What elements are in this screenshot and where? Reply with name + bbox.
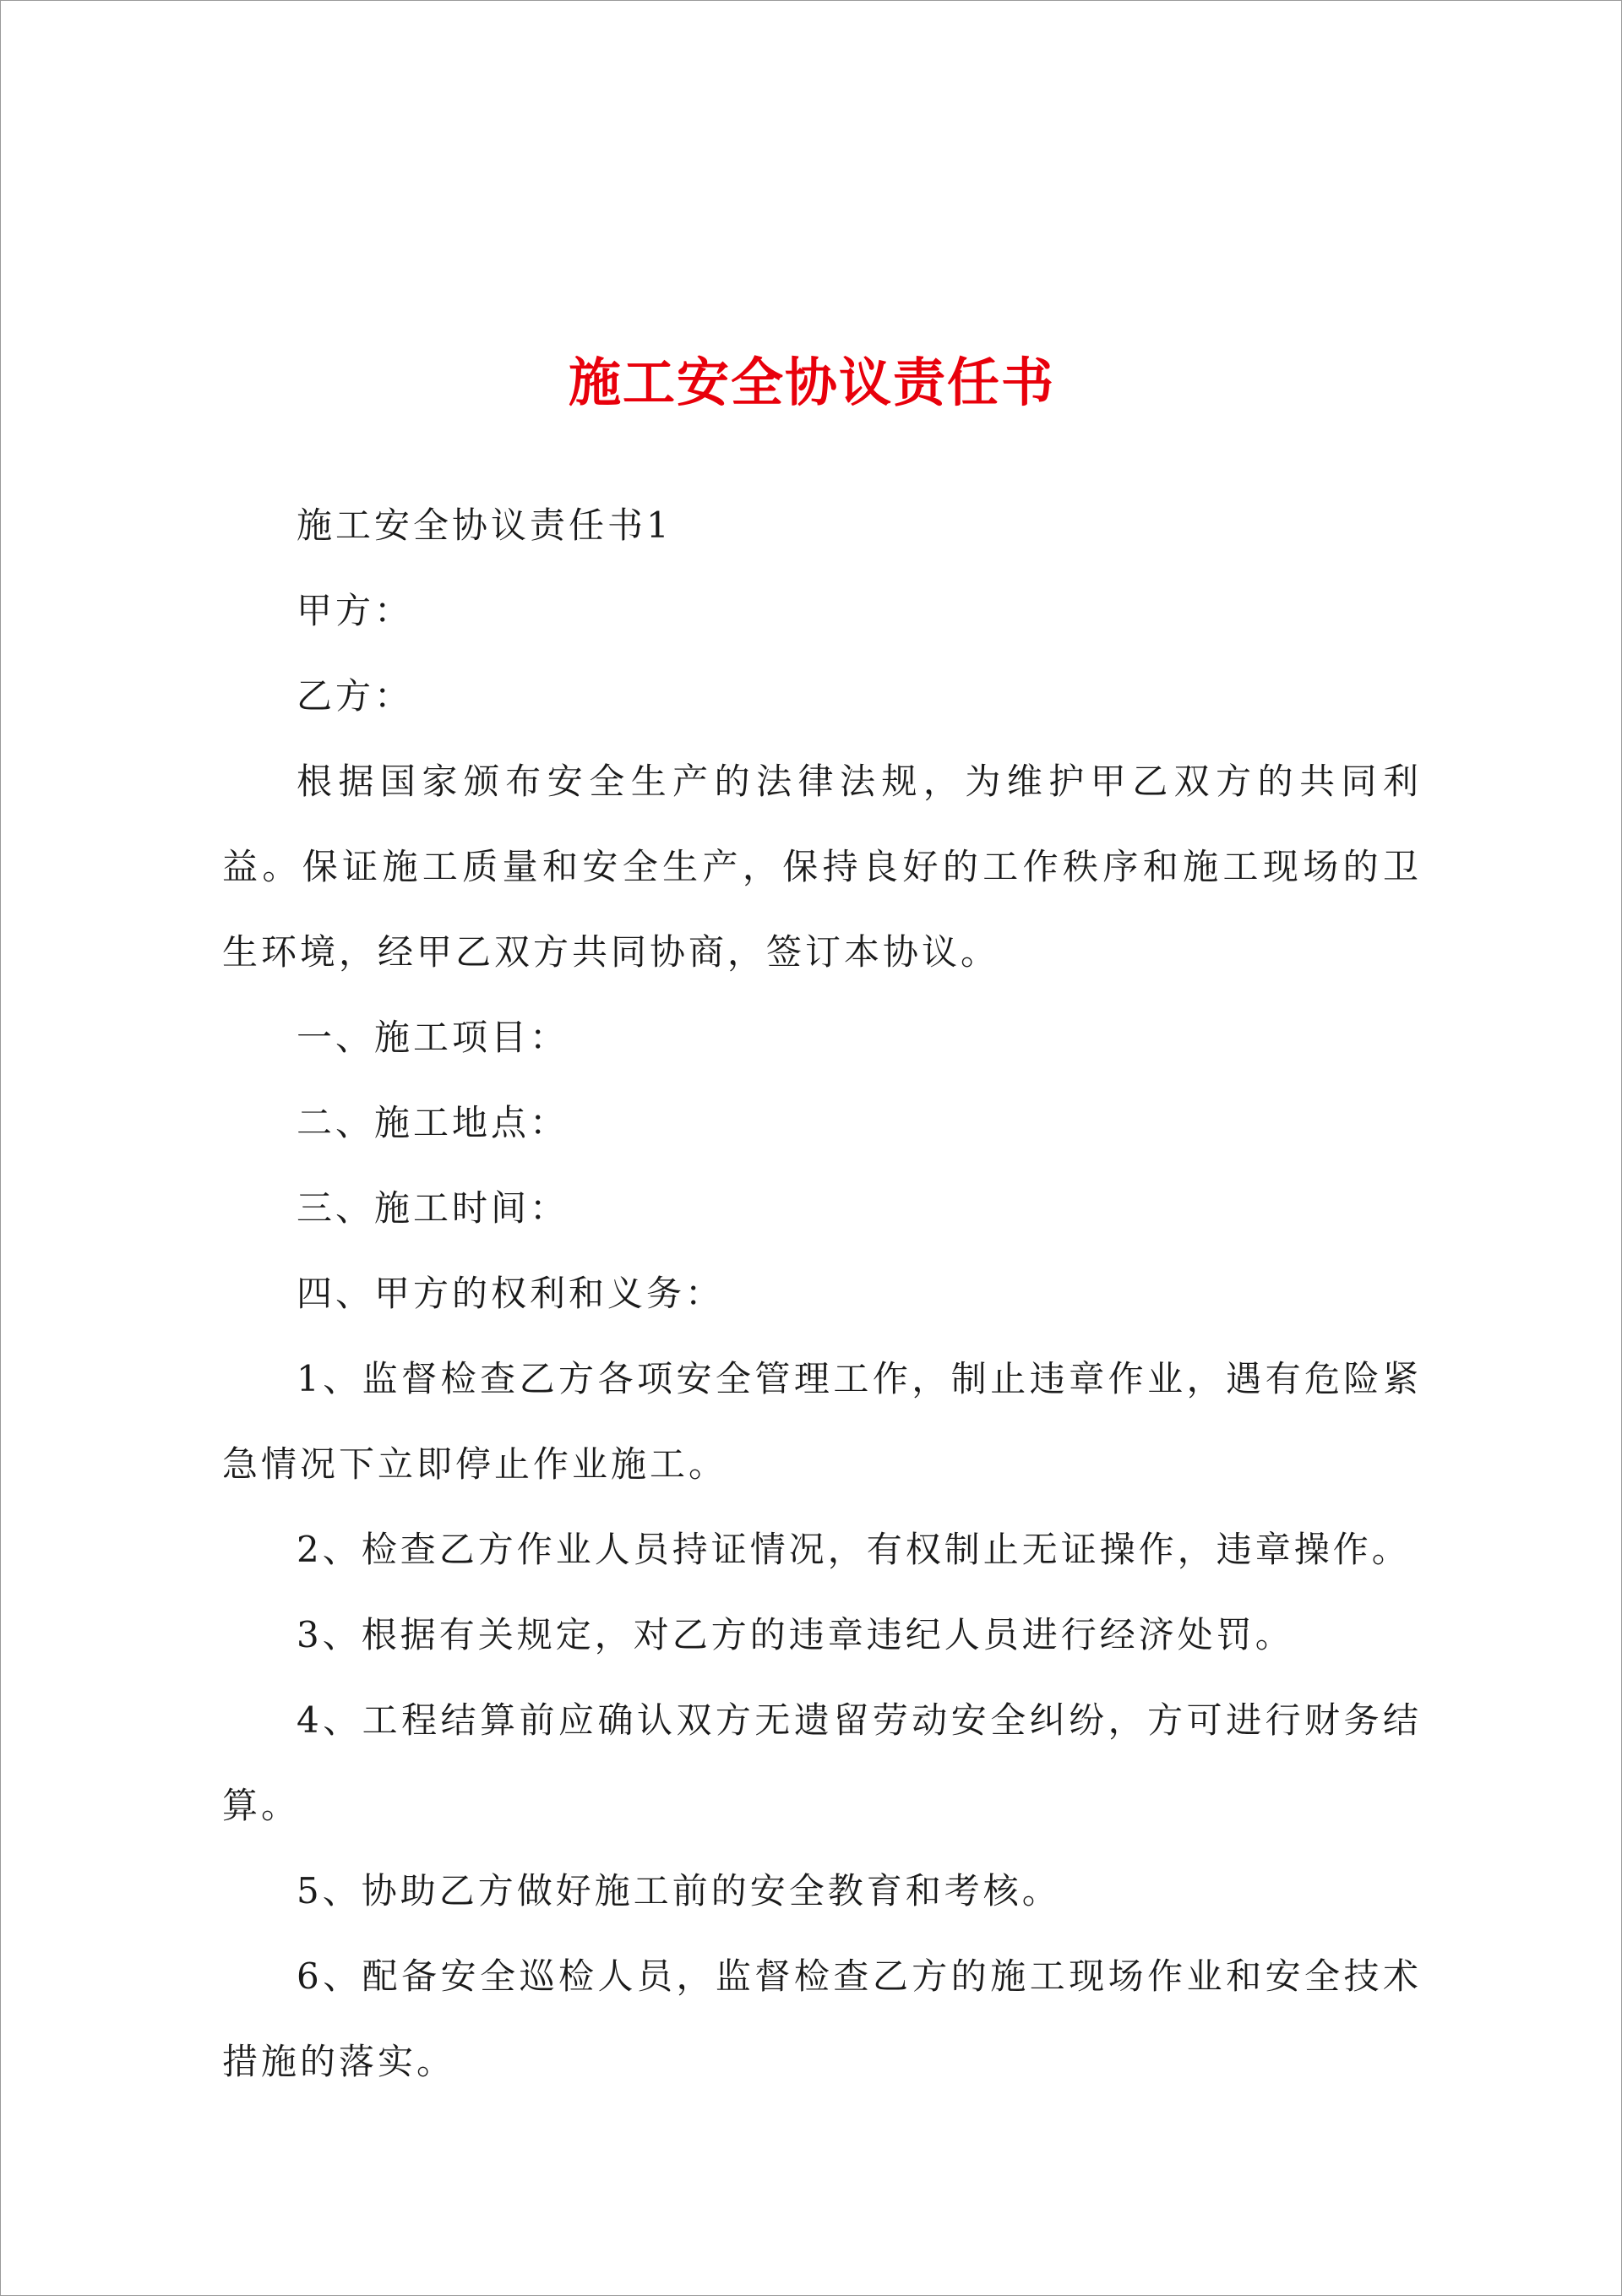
paragraph-preamble: 根据国家颁布安全生产的法律法规，为维护甲乙双方的共同利益。保证施工质量和安全生产，保持良好的工作秩序和施工现场的卫生环境，经甲乙双方共同协商，签订本协议。 [222, 761, 1422, 973]
paragraph-item-2: 2、检查乙方作业人员持证情况，有权制止无证操作，违章操作。 [297, 1529, 1411, 1570]
paragraph-item-3: 3、根据有关规定，对乙方的违章违纪人员进行经济处罚。 [297, 1614, 1294, 1655]
paragraph-item-5: 5、协助乙方做好施工前的安全教育和考核。 [297, 1870, 1061, 1912]
paragraph-item-6: 6、配备安全巡检人员，监督检查乙方的施工现场作业和安全技术措施的落实。 [222, 1955, 1422, 2082]
paragraph-item-1: 1、监督检查乙方各项安全管理工作，制止违章作业，遇有危险紧急情况下立即停止作业施工。 [222, 1358, 1422, 1485]
document-body [222, 483, 1422, 2104]
paragraph-party-b: 乙方： [297, 675, 414, 717]
paragraph-project: 一、施工项目： [297, 1017, 569, 1058]
paragraph-party-a-rights-heading: 四、甲方的权利和义务： [297, 1273, 725, 1314]
paragraph-location: 二、施工地点： [297, 1102, 569, 1143]
paragraph-time: 三、施工时间： [297, 1187, 569, 1229]
document-title: 施工安全协议责任书 [568, 352, 1055, 413]
paragraph-item-4: 4、工程结算前应确认双方无遗留劳动安全纠纷，方可进行财务结算。 [222, 1699, 1422, 1826]
paragraph-party-a: 甲方： [297, 590, 414, 631]
paragraph-subtitle: 施工安全协议责任书1 [297, 504, 672, 546]
